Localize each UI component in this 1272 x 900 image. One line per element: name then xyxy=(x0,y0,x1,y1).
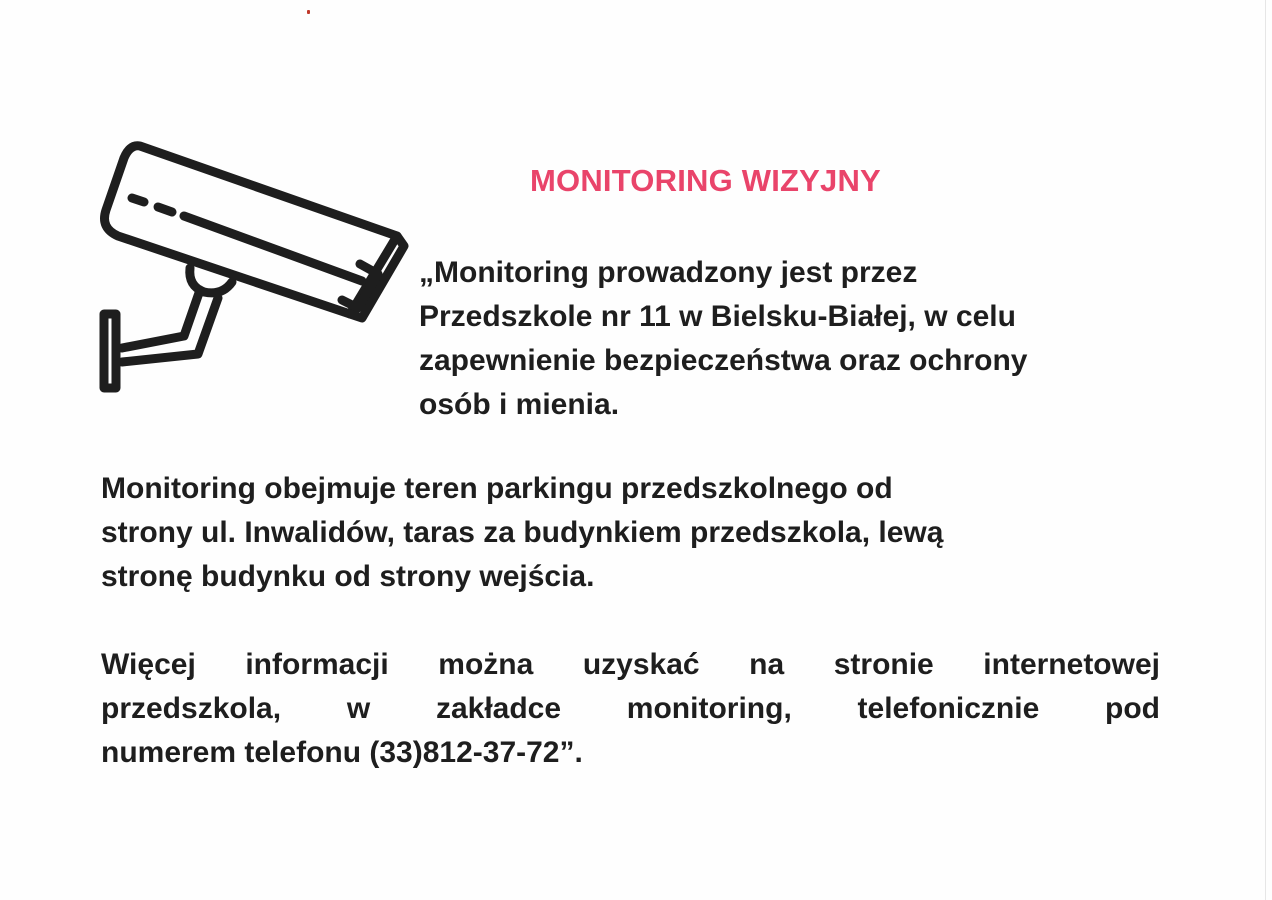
intro-line: zapewnienie bezpieczeństwa oraz ochrony xyxy=(419,344,1028,377)
intro-line: „Monitoring prowadzony jest przez xyxy=(419,256,918,289)
intro-paragraph xyxy=(419,251,1179,427)
scope-paragraph xyxy=(101,467,1181,599)
notice-title: MONITORING WIZYJNY xyxy=(530,163,881,198)
intro-line: osób i mienia. xyxy=(419,388,620,421)
contact-paragraph xyxy=(101,643,1160,775)
contact-line: numerem telefonu (33)812-37-72”. xyxy=(101,736,583,769)
scope-line: strony ul. Inwalidów, taras za budynkiem przedszkola, lewą xyxy=(101,516,944,549)
intro-line: Przedszkole nr 11 w Bielsku-Białej, w celu xyxy=(419,300,1016,333)
scope-line: Monitoring obejmuje teren parkingu przedszkolnego od xyxy=(101,472,893,505)
cctv-camera-icon xyxy=(92,136,412,396)
scope-line: stronę budynku od strony wejścia. xyxy=(101,560,595,593)
contact-line: przedszkola, w zakładce monitoring, telefonicznie pod xyxy=(101,692,1160,725)
contact-line: Więcej informacji można uzyskać na stronie internetowej xyxy=(101,648,1160,681)
scan-speck xyxy=(307,10,310,14)
scan-edge xyxy=(1265,0,1266,900)
